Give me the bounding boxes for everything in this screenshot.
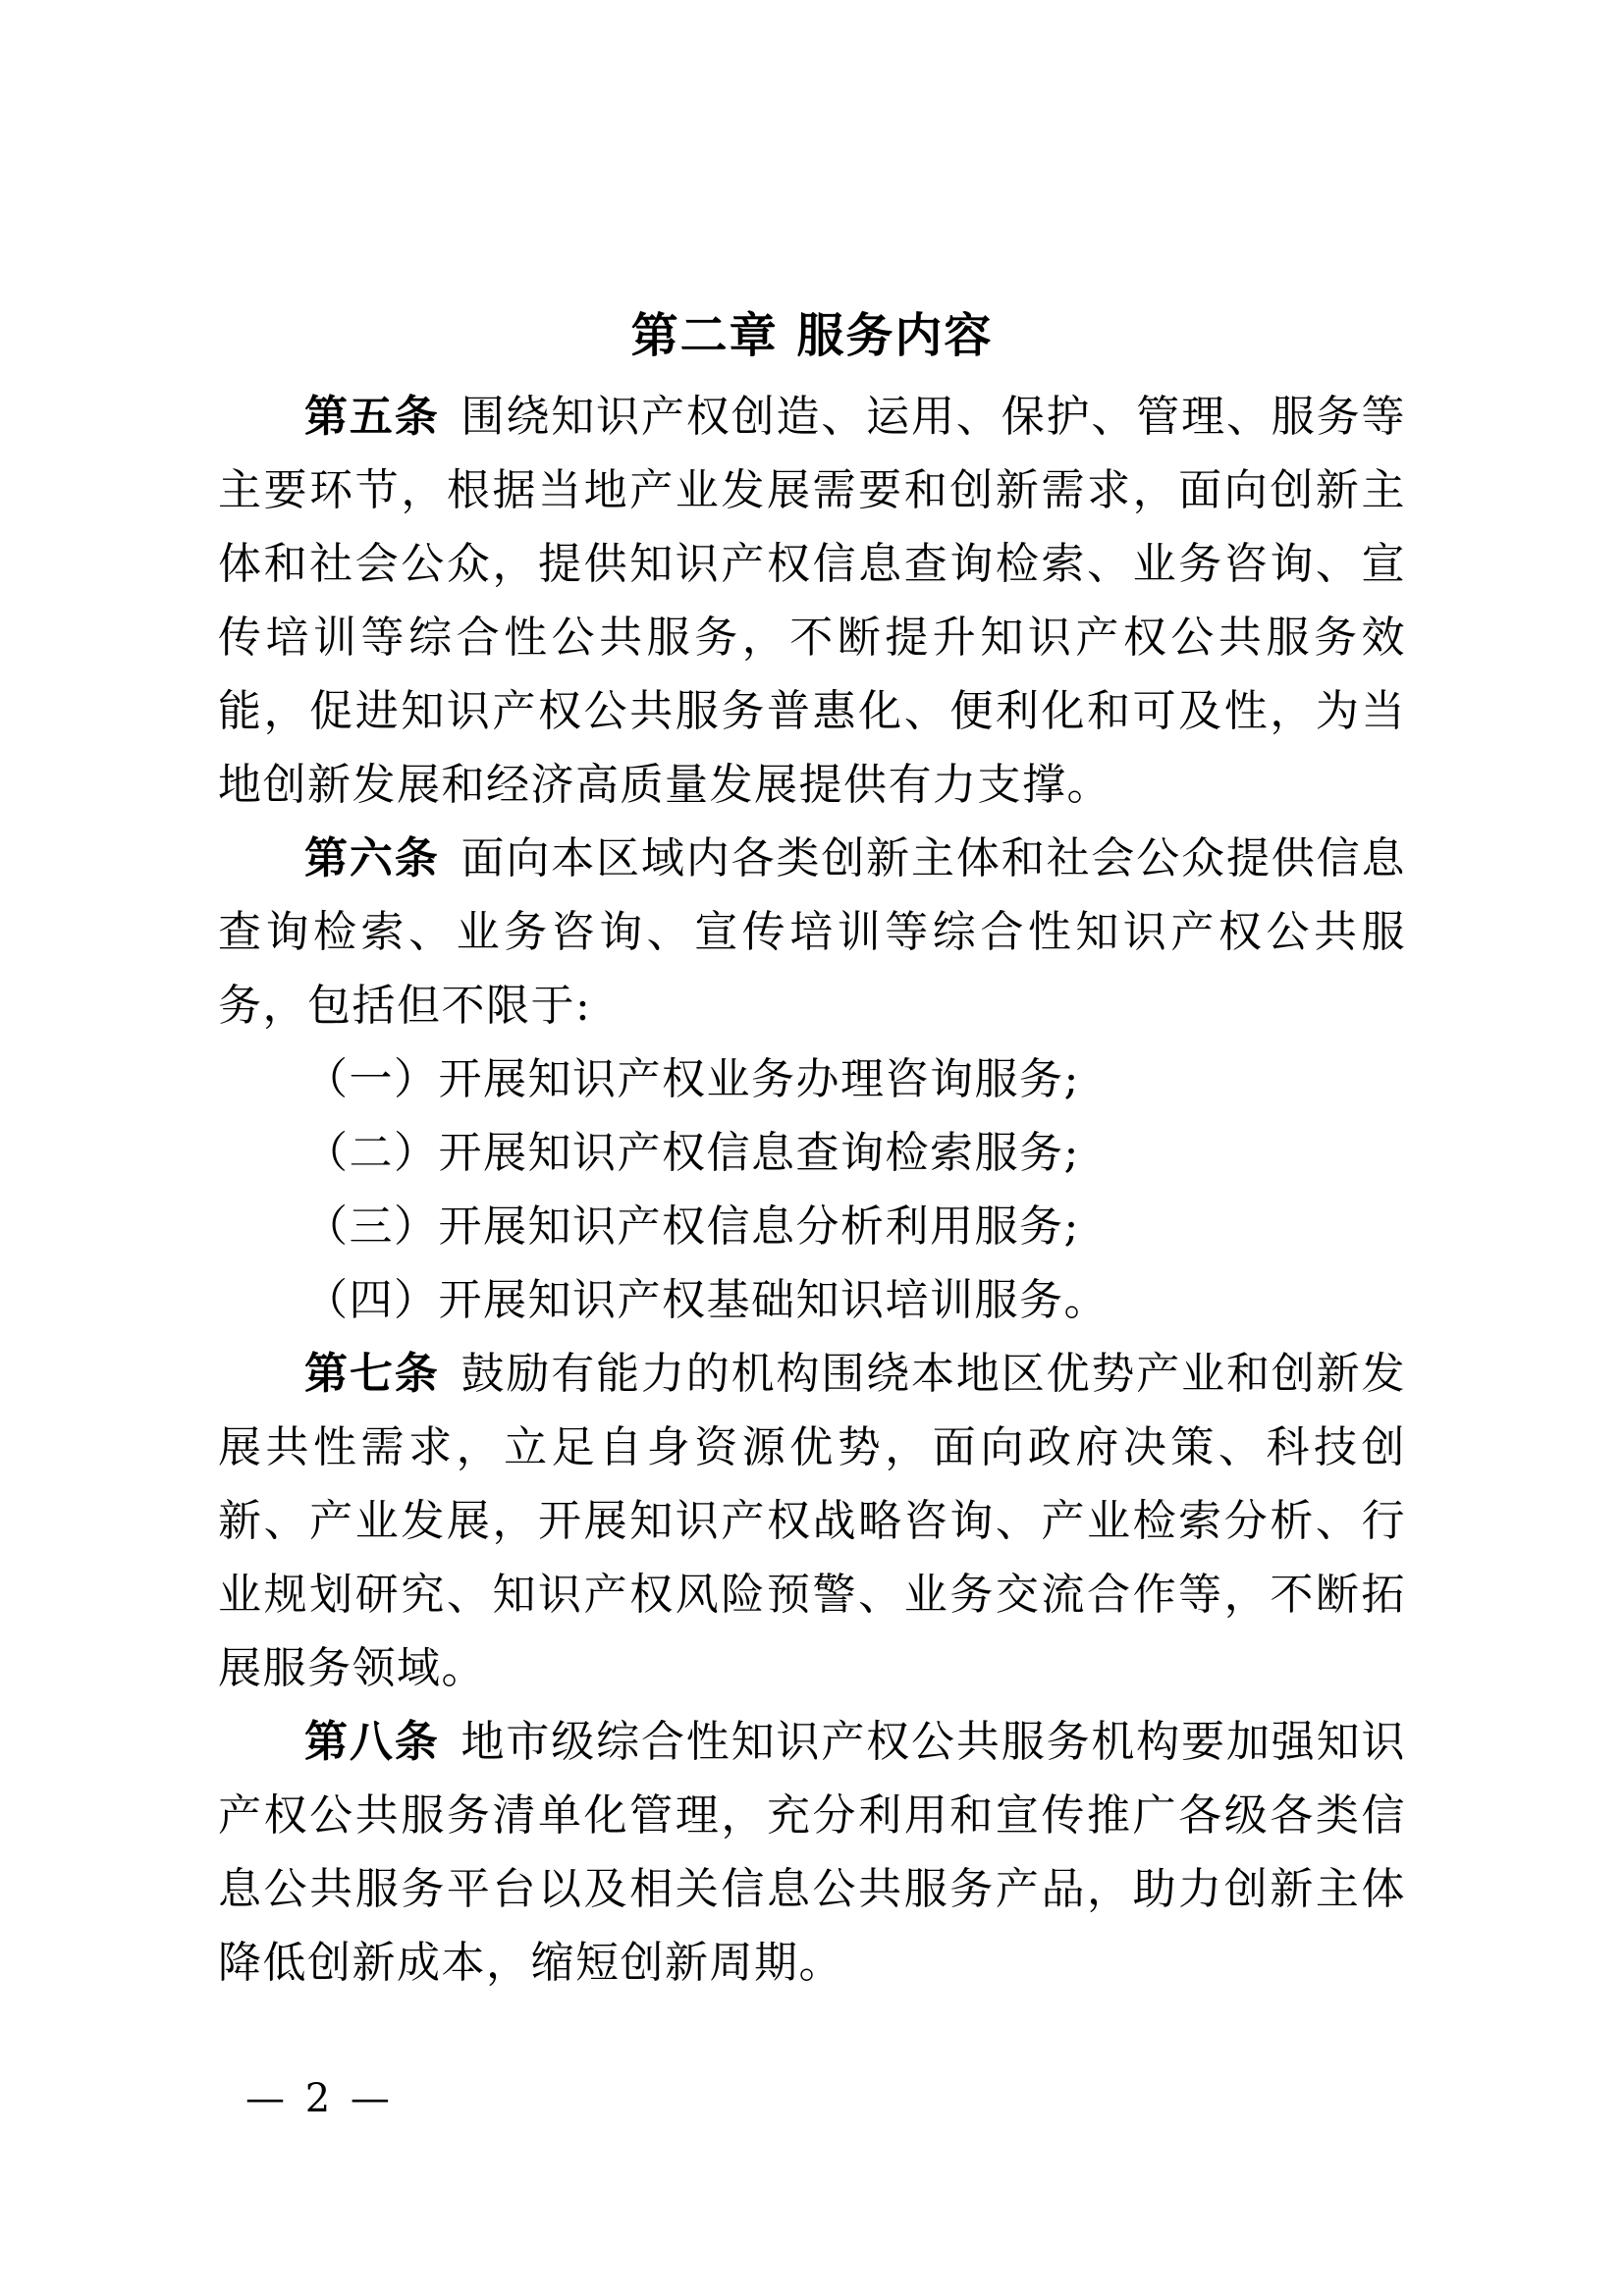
article-7 xyxy=(218,1337,1406,1705)
article-8-text: 地市级综合性知识产权公共服务机构要加强知识产权公共服务清单化管理，充分利用和宣传推广各级各类信息公共服务平台以及相关信息公共服务产品，助力创新主体降低创新成本，缩短创新周期。 xyxy=(218,1717,1407,1988)
list-item-3: （三）开展知识产权信息分析利用服务; xyxy=(304,1201,1080,1252)
list-item-4: （四）开展知识产权基础知识培训服务。 xyxy=(304,1275,1109,1325)
list-item-1: （一）开展知识产权业务办理咨询服务; xyxy=(304,1054,1080,1104)
article-7-heading: 第七条 xyxy=(304,1349,440,1399)
article-5 xyxy=(218,380,1406,822)
chapter-title: 第二章 服务内容 xyxy=(630,308,994,363)
page-number: — 2 — xyxy=(245,2076,394,2121)
article-8 xyxy=(218,1705,1406,2000)
article-5-heading: 第五条 xyxy=(304,392,440,442)
list-item-2: （二）开展知识产权信息查询检索服务; xyxy=(304,1128,1080,1178)
article-7-text: 鼓励有能力的机构围绕本地区优势产业和创新发展共性需求，立足自身资源优势，面向政府决策、科技创新、产业发展，开展知识产权战略咨询、产业检索分析、行业规划研究、知识产权风险预警、业务交流合作等，不断拓展服务领域。 xyxy=(218,1349,1407,1693)
article-6-text: 面向本区域内各类创新主体和社会公众提供信息查询检索、业务咨询、宣传培训等综合性知识产权公共服务，包括但不限于: xyxy=(218,833,1407,1031)
article-6-heading: 第六条 xyxy=(304,833,440,883)
article-8-heading: 第八条 xyxy=(304,1717,440,1767)
article-6 xyxy=(218,822,1406,1042)
article-5-text: 围绕知识产权创造、运用、保护、管理、服务等主要环节，根据当地产业发展需要和创新需求，面向创新主体和社会公众，提供知识产权信息查询检索、业务咨询、宣传培训等综合性公共服务，不断提升知识产权公共服务效能，促进知识产权公共服务普惠化、便利化和可及性，为当地创新发展和经济高质量发展提供有力支撑。 xyxy=(218,392,1407,810)
document-body xyxy=(218,380,1406,2000)
